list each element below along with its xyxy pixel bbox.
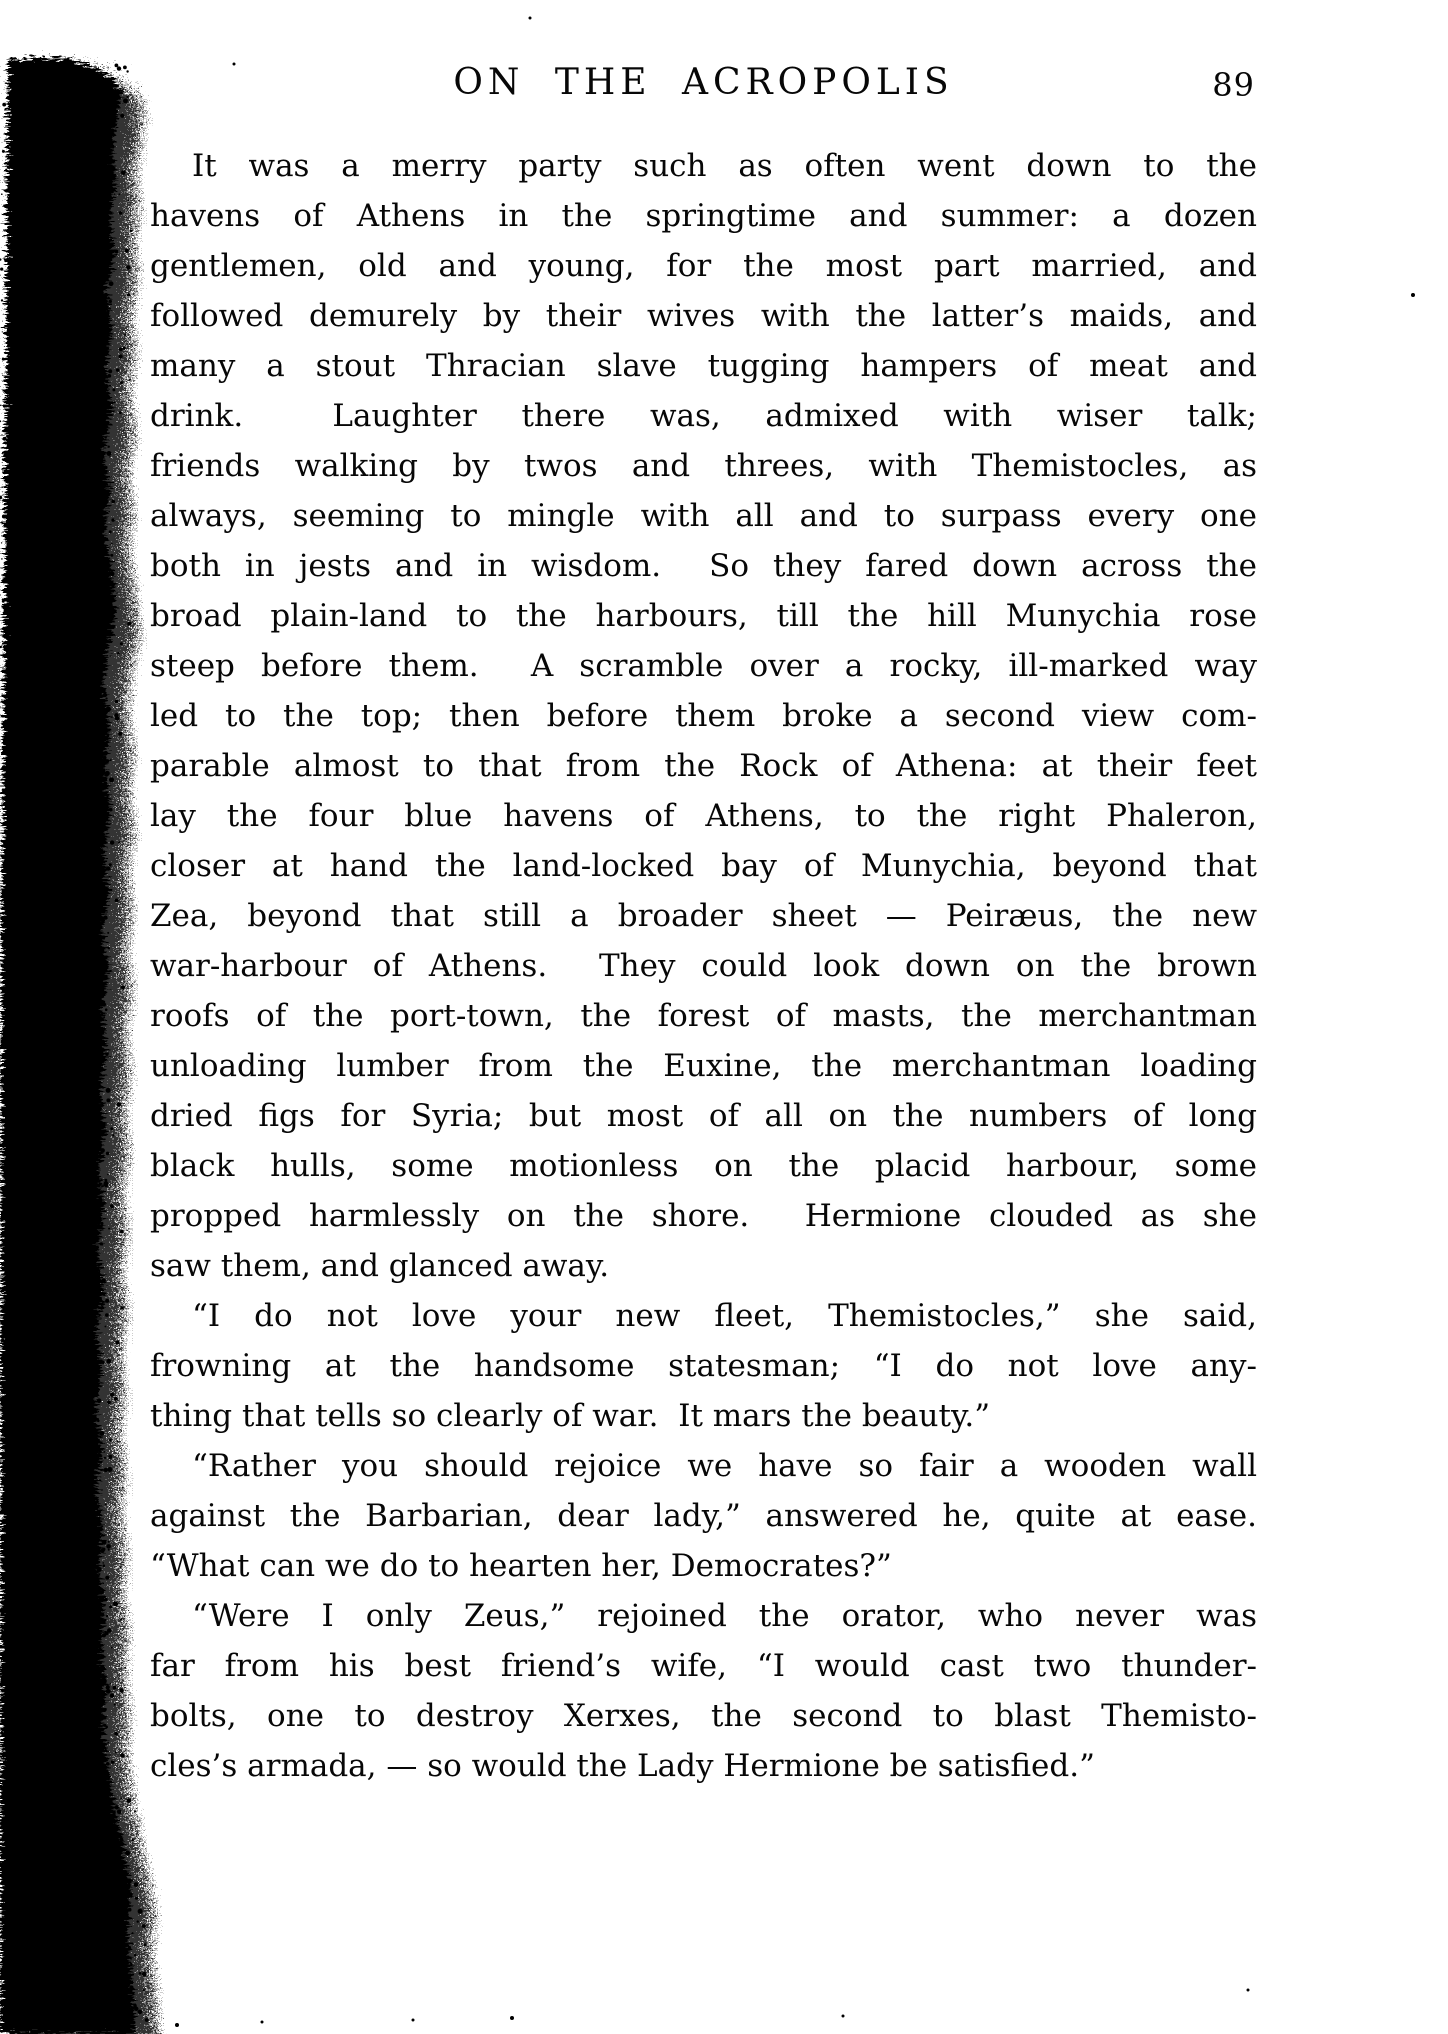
text-line: always, seeming to mingle with all and to surpass every one: [150, 498, 1257, 534]
running-header-title: ON THE ACROPOLIS: [453, 62, 954, 103]
gutter-band: [0, 57, 135, 2034]
text-line: both in jests and in wisdom. So they fared down across the: [150, 548, 1257, 584]
text-line: bolts, one to destroy Xerxes, the second to blast Themisto-: [150, 1698, 1257, 1734]
text-line: Zea, beyond that still a broader sheet — Peiræus, the new: [150, 898, 1257, 934]
text-line: steep before them. A scramble over a rocky, ill-marked way: [150, 648, 1257, 684]
gutter-band-fringe: [0, 58, 145, 2034]
text-line: unloading lumber from the Euxine, the merchantman loading: [150, 1048, 1257, 1084]
paragraph: [150, 141, 1257, 1291]
text-line: “Were I only Zeus,” rejoined the orator, who never was: [192, 1598, 1257, 1634]
text-line: It was a merry party such as often went down to the: [192, 148, 1257, 184]
text-line: havens of Athens in the springtime and summer: a dozen: [150, 198, 1257, 234]
text-line: “Rather you should rejoice we have so fair a wooden wall: [192, 1448, 1257, 1484]
text-line: closer at hand the land-locked bay of Munychia, beyond that: [150, 848, 1257, 884]
text-line: frowning at the handsome statesman; “I do not love any-: [150, 1348, 1257, 1384]
page-number: 89: [1212, 66, 1255, 104]
paragraph: [150, 1591, 1257, 1791]
text-line: many a stout Thracian slave tugging hampers of meat and: [150, 348, 1257, 384]
text-line: thing that tells so clearly of war. It mars the beauty.”: [150, 1398, 991, 1434]
text-line: drink. Laughter there was, admixed with wiser talk;: [150, 398, 1257, 434]
text-line: black hulls, some motionless on the placid harbour, some: [150, 1148, 1257, 1184]
text-line: led to the top; then before them broke a second view com-: [150, 698, 1257, 734]
text-line: dried figs for Syria; but most of all on the numbers of long: [150, 1098, 1257, 1134]
text-line: gentlemen, old and young, for the most part married, and: [150, 248, 1257, 284]
text-line: friends walking by twos and threes, with Themistocles, as: [150, 448, 1257, 484]
text-line: broad plain-land to the harbours, till the hill Munychia rose: [150, 598, 1257, 634]
paragraph: [150, 1291, 1257, 1441]
paragraph: [150, 1441, 1257, 1591]
text-line: “I do not love your new fleet, Themistocles,” she said,: [192, 1298, 1257, 1334]
text-line: parable almost to that from the Rock of Athena: at their feet: [150, 748, 1257, 784]
text-line: lay the four blue havens of Athens, to the right Phaleron,: [150, 798, 1257, 834]
text-line: propped harmlessly on the shore. Hermione clouded as she: [150, 1198, 1257, 1234]
running-header: [150, 62, 1257, 103]
text-line: saw them, and glanced away.: [150, 1248, 610, 1284]
text-line: cles’s armada, — so would the Lady Hermione be satisfied.”: [150, 1748, 1095, 1784]
text-line: “What can we do to hearten her, Democrates?”: [150, 1548, 892, 1584]
page-text: [150, 141, 1257, 1791]
text-line: far from his best friend’s wife, “I would cast two thunder-: [150, 1648, 1257, 1684]
text-line: roofs of the port-town, the forest of masts, the merchantman: [150, 998, 1257, 1034]
text-line: against the Barbarian, dear lady,” answered he, quite at ease.: [150, 1498, 1257, 1534]
text-line: followed demurely by their wives with the latter’s maids, and: [150, 298, 1257, 334]
text-line: war-harbour of Athens. They could look down on the brown: [150, 948, 1257, 984]
